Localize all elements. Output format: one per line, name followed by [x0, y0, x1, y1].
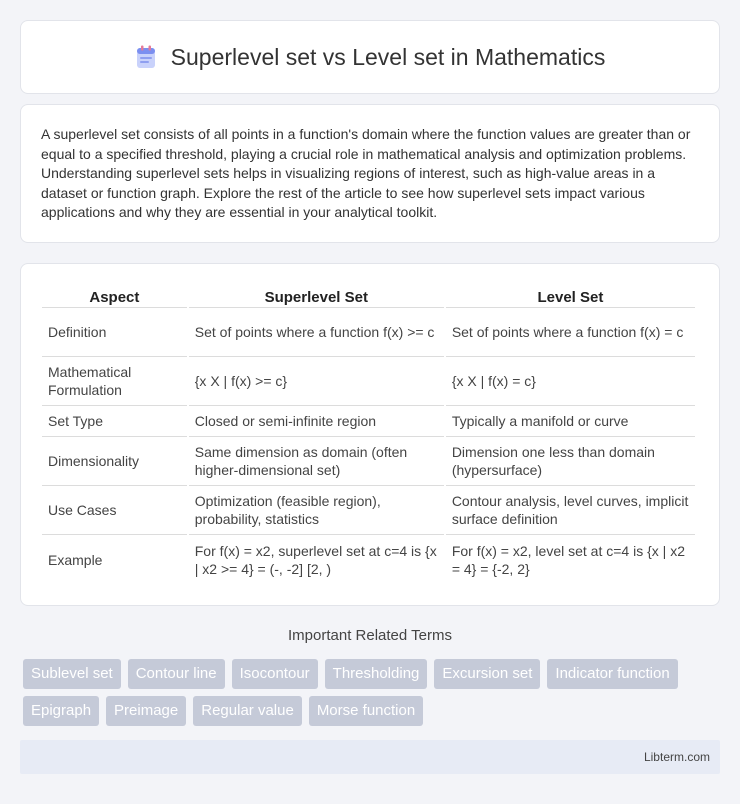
- tag-morse-function[interactable]: Morse function: [309, 696, 423, 726]
- row-superlevel: Closed or semi-infinite region: [189, 406, 444, 437]
- row-level: For f(x) = x2, level set at c=4 is {x | x2 = 4} = {-2, 2}: [451, 542, 685, 577]
- tag-row: [23, 696, 723, 726]
- tag-sublevel-set[interactable]: Sublevel set: [23, 659, 121, 689]
- row-level: Typically a manifold or curve: [446, 406, 695, 437]
- row-level: Dimension one less than domain (hypersurface): [446, 437, 695, 486]
- comparison-table: [40, 284, 697, 584]
- tag-contour-line[interactable]: Contour line: [128, 659, 225, 689]
- footer: [20, 740, 720, 774]
- document-icon: [135, 45, 157, 69]
- row-aspect: Use Cases: [42, 486, 187, 535]
- table-row: [42, 437, 695, 486]
- row-superlevel: Set of points where a function f(x) >= c: [189, 308, 444, 357]
- row-superlevel: Optimization (feasible region), probability, statistics: [189, 486, 444, 535]
- intro-paragraph: A superlevel set consists of all points in a function's domain where the function values are greater than or equal to a specified threshold, playing a crucial role in mathematical analysis and optimization problems. Understanding superlevel sets helps in visualizing regions of interest, such as high-value areas in a dataset or function graph. Explore the rest of the article to see how superlevel sets impact various applications and why they are essential in your analytical toolkit.: [41, 126, 691, 221]
- tag-indicator-function[interactable]: Indicator function: [547, 659, 677, 689]
- page-title: Superlevel set vs Level set in Mathematics: [170, 43, 606, 70]
- table-row: [42, 406, 695, 437]
- table-row: [42, 535, 695, 584]
- row-aspect: Dimensionality: [42, 437, 187, 486]
- header-superlevel-set: Superlevel Set: [189, 284, 444, 308]
- row-aspect: Definition: [42, 308, 187, 357]
- related-terms: [23, 659, 723, 733]
- title-card: [20, 20, 720, 94]
- related-terms-title: Important Related Terms: [288, 627, 452, 644]
- intro-card: [20, 104, 720, 243]
- header-aspect: Aspect: [42, 284, 187, 308]
- tag-row: [23, 659, 723, 689]
- row-aspect: Mathematical Formulation: [42, 357, 187, 406]
- header-level-set: Level Set: [446, 284, 695, 308]
- table-header-row: [42, 284, 695, 308]
- row-superlevel: {x X | f(x) >= c}: [189, 357, 444, 406]
- tag-preimage[interactable]: Preimage: [106, 696, 186, 726]
- row-superlevel: Same dimension as domain (often higher-dimensional set): [189, 437, 444, 486]
- row-level: Contour analysis, level curves, implicit surface definition: [446, 486, 695, 535]
- footer-site-link[interactable]: Libterm.com: [643, 750, 710, 764]
- row-level: Set of points where a function f(x) = c: [446, 308, 695, 357]
- row-superlevel: For f(x) = x2, superlevel set at c=4 is {x | x2 >= 4} = (-, -2] [2, ): [194, 542, 437, 577]
- tag-epigraph[interactable]: Epigraph: [23, 696, 99, 726]
- tag-isocontour[interactable]: Isocontour: [232, 659, 318, 689]
- row-level: {x X | f(x) = c}: [446, 357, 695, 406]
- table-row: [42, 486, 695, 535]
- table-row: [42, 357, 695, 406]
- row-aspect: Set Type: [42, 406, 187, 437]
- comparison-card: [20, 263, 720, 606]
- tag-excursion-set[interactable]: Excursion set: [434, 659, 540, 689]
- tag-thresholding[interactable]: Thresholding: [325, 659, 428, 689]
- row-aspect: Example: [48, 551, 103, 568]
- tag-regular-value[interactable]: Regular value: [193, 696, 302, 726]
- table-row: [42, 308, 695, 357]
